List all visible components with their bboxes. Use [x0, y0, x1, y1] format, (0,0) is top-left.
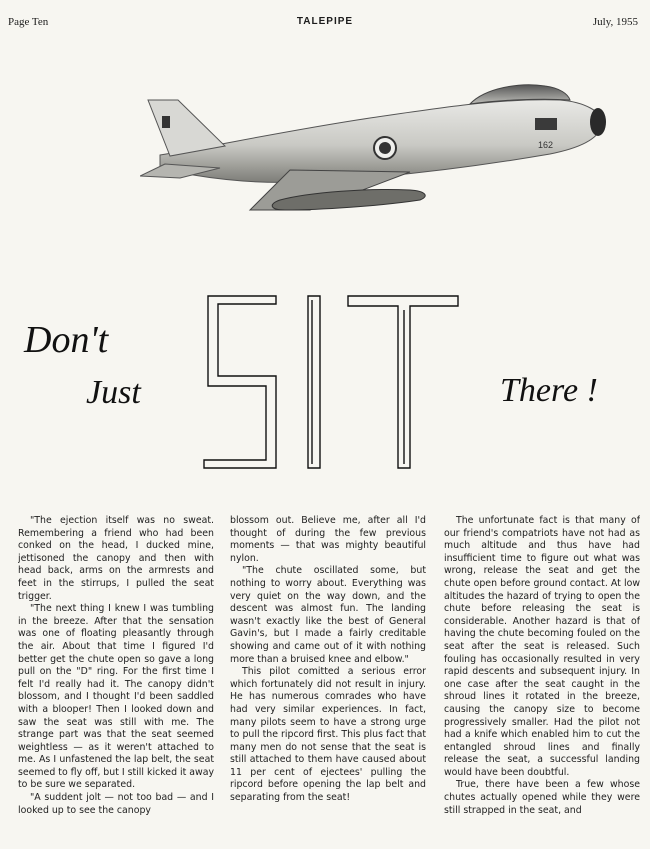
page-number: Page Ten: [8, 16, 49, 28]
issue-date: July, 1955: [592, 16, 638, 28]
title-word-just: Just: [86, 374, 141, 411]
paragraph: This pilot comitted a serious error which fortunately did not result in injury. He has numerous comrades who have had very similar experiences. In fact, many pilots seem to have a strong urge to pull the ripcord first. This plus fact that many men do not sense that the seat is still attached to them have caused about 11 per cent of ejectees' pulling the ripcord before opening the lap belt and separating from the seat!: [230, 666, 426, 804]
tail-number-text: 162: [538, 140, 554, 150]
paragraph: "The chute oscillated some, but nothing to worry about. Everything was very quiet on the way down, and the descent was almost fun. The landing wasn't exactly like the best of General Gavin's, but I made a fairly creditable showing and came out of it with nothing more than a bruised knee and elbow.": [230, 565, 426, 665]
paragraph: "The next thing I knew I was tumbling in the breeze. After that the sensation was one of floating pleasantly through the air. About that time I figured I'd better get the chute open so gave a long pull on the "D" ring. For the first time I felt I'd really had it. The canopy didn't blossom, and I thought I'd been saddled with a blooper! Then I looked down and saw the seat was still with me. The strange part was that the seat seemed weightless — as it weren't attached to me. As I unfastened the lap belt, the seat seemed to fly off, but I still kicked it away to be sure we separated.: [18, 603, 214, 791]
paragraph: blossom out. Believe me, after all I'd thought of during the few previous moments — that was mighty beautiful nylon.: [230, 515, 426, 564]
title-word-dont: Don't: [24, 319, 109, 361]
paragraph: "The ejection itself was no sweat. Remembering a friend who had been conked on the head, I ducked mine, jettisoned the canopy and then with head back, arms on the armrests and feet in the stirrups, I pulled the seat trigger.: [18, 515, 214, 602]
page-header: [0, 16, 650, 32]
text-column-3: [444, 515, 640, 845]
paragraph: The unfortunate fact is that many of our friend's compatriots have not had as much altitude and thus have had insufficient time to figure out what was wrong, release the seat and get the chute open before ground contact. At low altitudes the hazard of trying to open the chute before releasing the seat is considerable. Another hazard is that of having the chute becoming fouled on the seat after the seat is released. Such fouling has occasionally resulted in very rapid descents and subsequent injury. In one case after the seat caught in the shroud lines it rotated in the breeze, causing the canopy size to become progressively smaller. Had the pilot not had a knife which enabled him to cut the entangled shroud lines and finally release the seat, a successful landing would have been doubtful.: [444, 515, 640, 778]
text-column-2: [230, 515, 426, 845]
jet-aircraft-photo: [140, 60, 610, 230]
title-sit-block-letters: [196, 292, 466, 472]
title-word-there: There !: [500, 372, 598, 409]
article-body: [18, 515, 638, 845]
paragraph: True, there have been a few whose chutes actually opened while they were still strapped in the seat, and: [444, 779, 640, 816]
publication-title: TALEPIPE: [296, 16, 354, 27]
paragraph: "A suddent jolt — not too bad — and I looked up to see the canopy: [18, 792, 214, 816]
text-column-1: [18, 515, 214, 845]
